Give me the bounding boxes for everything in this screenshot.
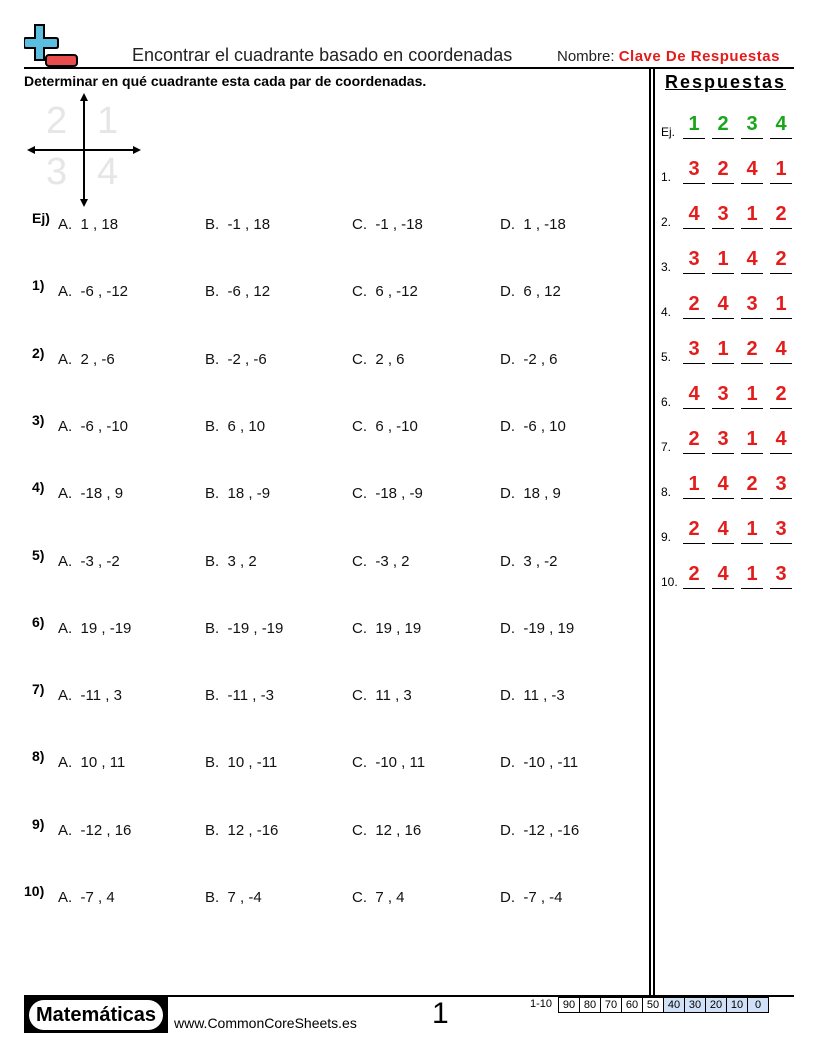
answer-digit: 1 [683,473,705,499]
answer-digit: 3 [741,113,763,139]
option-a: A. 10 , 11 [58,754,126,772]
option-b: B. 3 , 2 [205,552,257,570]
answer-digit: 4 [712,473,734,499]
answer-digit: 1 [741,563,763,589]
answer-row-label: 7. [661,440,672,454]
answer-digit: 4 [770,428,792,454]
column-divider [649,68,651,996]
score-cell: 20 [706,997,727,1013]
problem-number: 3) [32,411,45,428]
answer-digit: 1 [741,428,763,454]
option-c: C. 11 , 3 [352,687,412,705]
answer-row-label: 5. [661,350,672,364]
answer-digit: 1 [770,293,792,319]
answer-digit: 1 [712,248,734,274]
site-url: www.CommonCoreSheets.es [174,1015,357,1031]
name-field [557,48,780,65]
option-a: A. 19 , -19 [58,619,132,637]
answer-digit: 1 [712,338,734,364]
option-b: B. -2 , -6 [205,350,267,368]
answer-digit: 1 [741,383,763,409]
answer-digit: 4 [712,293,734,319]
option-c: C. 7 , 4 [352,889,405,906]
option-c: C. 12 , 16 [352,821,422,839]
answer-digit: 2 [770,383,792,409]
score-cell: 0 [748,997,769,1013]
option-a: A. -6 , -12 [58,283,129,301]
answer-digit: 3 [770,518,792,544]
answer-digit: 3 [683,338,705,364]
option-b: B. -6 , 12 [205,283,271,301]
option-a: A. -7 , 4 [58,889,115,906]
answer-digit: 4 [770,113,792,139]
option-b: B. 12 , -16 [205,821,279,839]
option-d: D. -12 , -16 [500,821,580,839]
option-d: D. 1 , -18 [500,216,566,233]
answer-digit: 2 [712,113,734,139]
answers-title: Respuestas [665,72,787,92]
option-c: C. 19 , 19 [352,619,422,637]
answer-row [661,293,796,323]
option-b: B. 7 , -4 [205,889,262,906]
option-a: A. -12 , 16 [58,821,132,839]
option-a: A. -3 , -2 [58,552,120,570]
column-divider [653,68,655,996]
brand-text: Matemáticas [29,1000,163,1030]
page-number: 1 [432,997,449,1030]
option-b: B. -11 , -3 [205,687,274,705]
answer-digit: 4 [712,518,734,544]
option-b: B. -19 , -19 [205,619,284,637]
quadrant-axes-icon [24,90,146,212]
option-d: D. 18 , 9 [500,485,561,503]
problem-number: 4) [32,479,45,496]
worksheet-title: Encontrar el cuadrante basado en coordenadas [132,45,513,65]
answer-row-label: 4. [661,305,672,319]
problem-number: Ej) [32,210,50,226]
answer-digit: 2 [741,338,763,364]
option-a: A. -18 , 9 [58,485,124,503]
answer-digit: 4 [712,563,734,589]
option-d: D. -6 , 10 [500,417,566,435]
option-b: B. -1 , 18 [205,216,271,233]
header-divider [24,67,794,69]
answer-digit: 2 [712,158,734,184]
option-c: C. 2 , 6 [352,350,405,368]
answer-digit: 3 [683,248,705,274]
answer-row [661,248,796,278]
score-table [530,997,769,1013]
answer-digit: 2 [683,293,705,319]
answer-digit: 3 [712,428,734,454]
answer-digit: 4 [683,203,705,229]
option-a: A. -6 , -10 [58,417,129,435]
score-cell: 60 [622,997,643,1013]
answer-row-label: 8. [661,485,672,499]
option-b: B. 18 , -9 [205,485,271,503]
answer-digit: 3 [683,158,705,184]
score-range-label: 1-10 [530,998,553,1010]
answer-digit: 1 [741,518,763,544]
answer-digit: 3 [712,383,734,409]
score-cell: 40 [664,997,685,1013]
plus-minus-logo-icon [24,24,80,68]
answer-digit: 2 [683,563,705,589]
brand-logo [24,997,168,1033]
answer-row [661,203,796,233]
answer-digit: 1 [741,203,763,229]
answer-row [661,158,796,188]
score-cell: 70 [601,997,622,1013]
option-d: D. 3 , -2 [500,552,558,570]
score-cell: 80 [580,997,601,1013]
answer-row [661,518,796,548]
problem-number: 6) [32,613,45,630]
quadrant-label: 2 [46,100,68,142]
option-d: D. -10 , -11 [500,754,579,772]
answer-digit: 4 [770,338,792,364]
answer-digit: 3 [770,473,792,499]
answer-digit: 4 [741,248,763,274]
answer-row [661,563,796,593]
quadrant-label: 3 [46,151,68,193]
answer-digit: 1 [770,158,792,184]
option-b: B. 6 , 10 [205,417,266,435]
name-label: Nombre: [557,48,615,65]
answer-row-label: 2. [661,215,672,229]
option-c: C. 6 , -10 [352,417,418,435]
problem-number: 8) [32,748,45,765]
answer-row [661,473,796,503]
option-d: D. -7 , -4 [500,889,563,906]
problem-number: 5) [32,546,45,563]
problem-number: 10) [24,883,45,899]
answer-digit: 3 [770,563,792,589]
option-c: C. -18 , -9 [352,485,423,503]
option-a: A. 2 , -6 [58,350,115,368]
score-cell: 90 [558,997,580,1013]
option-c: C. -10 , 11 [352,754,426,772]
score-cell: 50 [643,997,664,1013]
score-cell: 10 [727,997,748,1013]
answer-digit: 1 [683,113,705,139]
name-value: Clave De Respuestas [618,48,780,65]
option-b: B. 10 , -11 [205,754,278,772]
option-d: D. -19 , 19 [500,619,575,637]
answer-row-label: 6. [661,395,672,409]
answer-row-label: 3. [661,260,672,274]
problem-number: 7) [32,681,45,698]
answer-digit: 2 [770,248,792,274]
answer-row [661,338,796,368]
answer-row-label: 9. [661,530,672,544]
answer-digit: 2 [683,428,705,454]
answer-digit: 4 [741,158,763,184]
problem-number: 1) [32,277,45,294]
option-d: D. -2 , 6 [500,350,558,368]
answer-digit: 3 [741,293,763,319]
option-a: A. -11 , 3 [58,687,122,705]
instructions: Determinar en qué cuadrante esta cada par de coordenadas. [24,73,427,89]
answer-row-label: 1. [661,170,672,184]
score-cell: 30 [685,997,706,1013]
answer-row-label: Ej. [661,125,676,139]
option-c: C. -1 , -18 [352,216,423,233]
quadrant-label: 4 [97,151,119,193]
answer-digit: 3 [712,203,734,229]
problem-number: 2) [32,344,45,361]
answer-row-label: 10. [661,575,678,589]
quadrant-label: 1 [97,100,119,142]
option-d: D. 11 , -3 [500,687,565,705]
answer-digit: 2 [741,473,763,499]
answer-row [661,428,796,458]
problem-number: 9) [32,815,45,832]
answer-row [661,383,796,413]
option-c: C. 6 , -12 [352,283,418,301]
answer-digit: 2 [683,518,705,544]
option-a: A. 1 , 18 [58,216,119,233]
answer-digit: 2 [770,203,792,229]
answer-digit: 4 [683,383,705,409]
answer-row [661,113,796,143]
option-c: C. -3 , 2 [352,552,410,570]
option-d: D. 6 , 12 [500,283,561,301]
